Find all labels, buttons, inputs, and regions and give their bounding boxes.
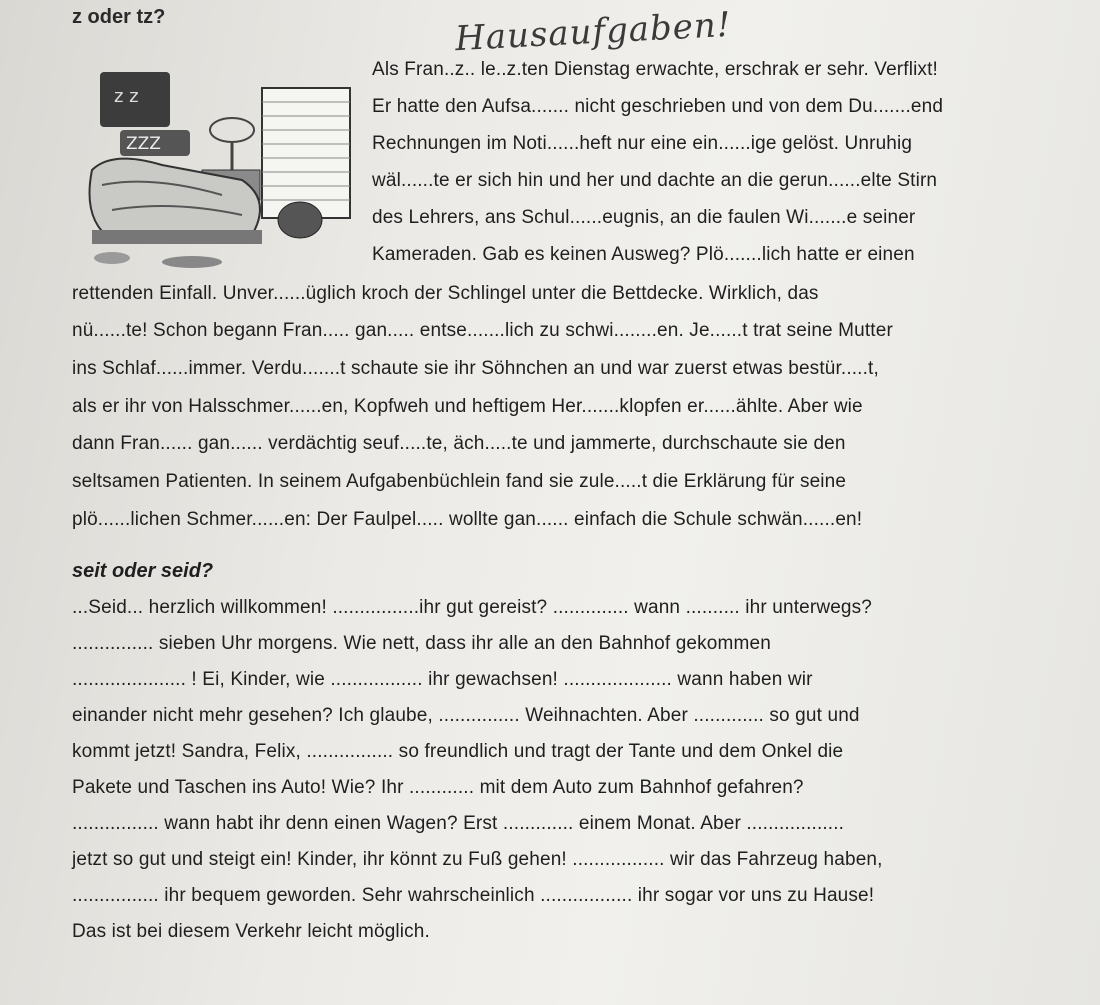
text-line: des Lehrers, ans Schul......eugnis, an die faulen Wi.......e seiner — [372, 207, 916, 228]
text-line: als er ihr von Halsschmer......en, Kopfweh und heftigem Her.......klopfen er......ählte. Aber wie — [72, 396, 863, 417]
text-line: ............... sieben Uhr morgens. Wie nett, dass ihr alle an den Bahnhof gekommen — [72, 633, 771, 654]
text-line: nü......te! Schon begann Fran..... gan..... entse.......lich zu schwi........en. Je......t trat seine Mutter — [72, 320, 893, 341]
text-line: Pakete und Taschen ins Auto! Wie? Ihr ............ mit dem Auto zum Bahnhof gefahren? — [72, 777, 804, 798]
svg-text:z z: z z — [114, 86, 139, 107]
text-line: seltsamen Patienten. In seinem Aufgabenbüchlein fand sie zule.....t die Erklärung für seine — [72, 471, 847, 492]
text-line: ...Seid... herzlich willkommen! ................ihr gut gereist? .............. wann .......... ihr unterwegs? — [72, 597, 873, 618]
text-line: wäl......te er sich hin und her und dachte an die gerun......elte Stirn — [372, 170, 938, 191]
text-line: ..................... ! Ei, Kinder, wie ................. ihr gewachsen! .................... wann haben wir — [72, 669, 813, 690]
text-line: Kameraden. Gab es keinen Ausweg? Plö.......lich hatte er einen — [372, 244, 915, 265]
exercise-seit-seid-title: seit oder seid? — [72, 560, 214, 582]
text-line: ins Schlaf......immer. Verdu.......t schaute sie ihr Söhnchen an und war zuerst etwas bestür.....t, — [72, 358, 879, 379]
text-line: kommt jetzt! Sandra, Felix, ................ so freundlich und tragt der Tante und dem Onkel die — [72, 741, 844, 762]
sleeping-boy-illustration — [72, 50, 372, 272]
text-line: ................ ihr bequem geworden. Sehr wahrscheinlich ................. ihr sogar vor uns zu Hause! — [72, 885, 875, 906]
text-line: Er hatte den Aufsa....... nicht geschrieben und von dem Du.......end — [372, 96, 944, 117]
handwritten-title: Hausaufgaben! — [454, 4, 733, 60]
exercise-heading: z oder tz? — [72, 6, 166, 28]
text-line: plö......lichen Schmer......en: Der Faulpel..... wollte gan...... einfach die Schule schwän......en! — [72, 509, 863, 530]
text-line: rettenden Einfall. Unver......üglich kroch der Schlingel unter die Bettdecke. Wirklich, das — [72, 283, 819, 304]
text-line: Das ist bei diesem Verkehr leicht möglich. — [72, 921, 430, 942]
text-line: Rechnungen im Noti......heft nur eine ein......ige gelöst. Unruhig — [372, 133, 913, 154]
text-line: jetzt so gut und steigt ein! Kinder, ihr könnt zu Fuß gehen! ................. wir das Fahrzeug haben, — [72, 849, 883, 870]
text-line: Als Fran..z.. le..z.ten Dienstag erwachte, erschrak er sehr. Verflixt! — [372, 59, 938, 80]
text-line: einander nicht mehr gesehen? Ich glaube, ............... Weihnachten. Aber ............. so gut und — [72, 705, 860, 726]
text-line: ................ wann habt ihr denn einen Wagen? Erst ............. einem Monat. Aber .................. — [72, 813, 845, 834]
text-line: dann Fran...... gan...... verdächtig seuf.....te, äch.....te und jammerte, durchschaute sie den — [72, 433, 846, 454]
svg-text:ZZZ: ZZZ — [126, 134, 161, 154]
